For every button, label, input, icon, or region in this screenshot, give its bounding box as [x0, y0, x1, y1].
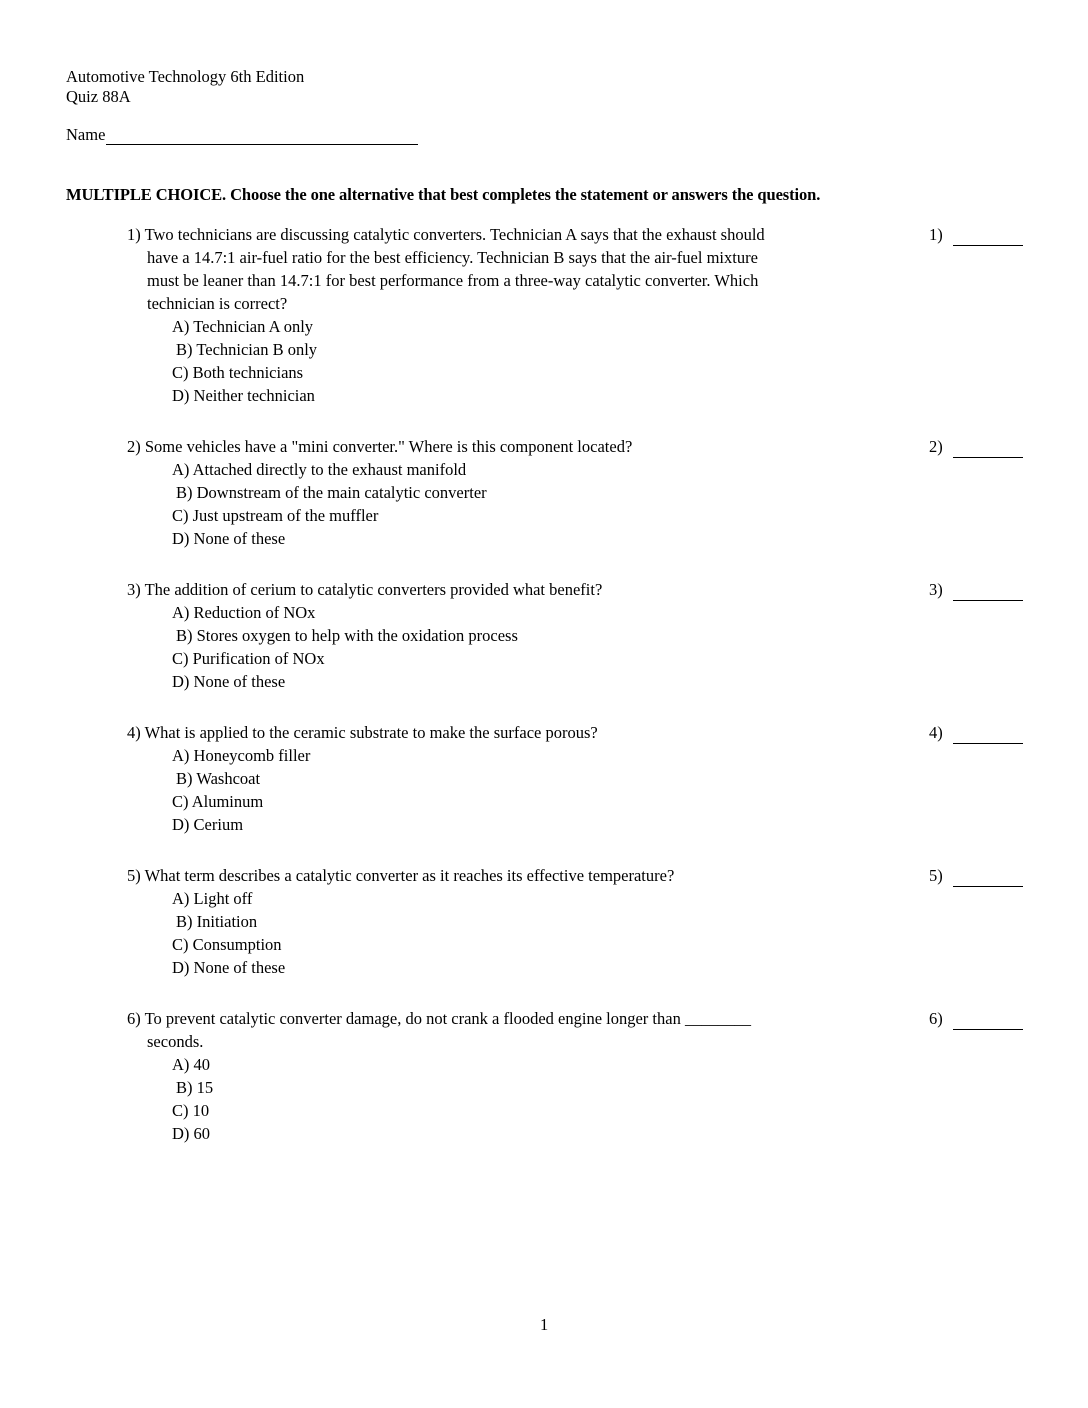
answer-choice: B) 15 [176, 1078, 214, 1097]
answer-number: 2) [929, 437, 943, 456]
question-item [127, 721, 1027, 836]
answer-blank-line [953, 584, 1023, 601]
answer-choice: D) Neither technician [172, 386, 315, 405]
question-text-content: What is applied to the ceramic substrate to make the surface porous? [144, 723, 598, 742]
answer-number: 4) [929, 723, 943, 742]
question-text-line [127, 1030, 1027, 1053]
question-text [127, 1007, 1027, 1030]
question-item [127, 864, 1027, 979]
answer-blank-line [953, 870, 1023, 887]
question-text [127, 435, 1027, 458]
answer-choice: D) Cerium [172, 815, 244, 834]
answer-slot [929, 721, 1023, 744]
answer-choice: A) 40 [172, 1055, 211, 1074]
answer-blank-line [953, 1013, 1023, 1030]
answer-choice: A) Honeycomb filler [172, 746, 311, 765]
question-number: 2) [127, 437, 141, 456]
answer-choice: A) Technician A only [172, 317, 314, 336]
answer-choice: C) 10 [172, 1101, 210, 1120]
answer-blank-line [953, 727, 1023, 744]
question-list [127, 223, 1027, 1173]
question-text-line [127, 292, 1027, 315]
answer-choice: D) None of these [172, 672, 286, 691]
answer-choice: D) 60 [172, 1124, 211, 1143]
question-text-content: technician is correct? [147, 294, 288, 313]
answer-choice: B) Washcoat [176, 769, 261, 788]
question-item [127, 1007, 1027, 1145]
question-text [127, 223, 1027, 246]
name-label: Name [66, 125, 106, 144]
question-text-content: The addition of cerium to catalytic converters provided what benefit? [144, 580, 603, 599]
answer-slot [929, 435, 1023, 458]
answer-slot [929, 864, 1023, 887]
document-header [66, 67, 304, 107]
answer-slot [929, 1007, 1023, 1030]
question-text [127, 721, 1027, 744]
answer-choice: D) None of these [172, 529, 286, 548]
answer-number: 6) [929, 1009, 943, 1028]
answer-choice: B) Initiation [176, 912, 258, 931]
question-text-line [127, 246, 1027, 269]
answer-number: 5) [929, 866, 943, 885]
answer-slot [929, 578, 1023, 601]
answer-number: 1) [929, 225, 943, 244]
question-text-content: Some vehicles have a "mini converter." Where is this component located? [144, 437, 633, 456]
quiz-title: Quiz 88A [66, 87, 131, 106]
question-text-content: Two technicians are discussing catalytic converters. Technician A says that the exhaust should [144, 225, 765, 244]
question-number: 4) [127, 723, 141, 742]
question-number: 6) [127, 1009, 141, 1028]
answer-choice: A) Light off [172, 889, 253, 908]
page-number: 1 [540, 1315, 549, 1334]
question-text-content: seconds. [147, 1032, 204, 1051]
answer-choice: C) Consumption [172, 935, 282, 954]
question-item [127, 578, 1027, 693]
question-item [127, 435, 1027, 550]
question-text-line [127, 269, 1027, 292]
question-text-content: must be leaner than 14.7:1 for best performance from a three-way catalytic converter. Which [147, 271, 759, 290]
answer-choice: C) Aluminum [172, 792, 264, 811]
answer-choice: B) Downstream of the main catalytic converter [176, 483, 487, 502]
answer-blank-line [953, 229, 1023, 246]
answer-number: 3) [929, 580, 943, 599]
name-field [66, 125, 418, 145]
question-text-content: have a 14.7:1 air-fuel ratio for the best efficiency. Technician B says that the air-fuel mixture [147, 248, 758, 267]
answer-slot [929, 223, 1023, 246]
instructions: MULTIPLE CHOICE. Choose the one alternative that best completes the statement or answers the question. [66, 185, 821, 204]
name-blank-line [106, 126, 418, 145]
answer-choice: C) Both technicians [172, 363, 304, 382]
question-number: 3) [127, 580, 141, 599]
answer-choice: B) Stores oxygen to help with the oxidation process [176, 626, 518, 645]
answer-choice: C) Just upstream of the muffler [172, 506, 379, 525]
answer-choice: D) None of these [172, 958, 286, 977]
question-text-content: To prevent catalytic converter damage, do not crank a flooded engine longer than ________ [144, 1009, 751, 1028]
answer-choice: A) Reduction of NOx [172, 603, 316, 622]
answer-choice: B) Technician B only [176, 340, 318, 359]
question-number: 5) [127, 866, 141, 885]
answer-choice: C) Purification of NOx [172, 649, 325, 668]
question-number: 1) [127, 225, 141, 244]
question-text [127, 578, 1027, 601]
answer-choice: A) Attached directly to the exhaust manifold [172, 460, 467, 479]
question-text [127, 864, 1027, 887]
question-item [127, 223, 1027, 407]
course-title: Automotive Technology 6th Edition [66, 67, 305, 86]
question-text-content: What term describes a catalytic converter as it reaches its effective temperature? [144, 866, 675, 885]
answer-blank-line [953, 441, 1023, 458]
